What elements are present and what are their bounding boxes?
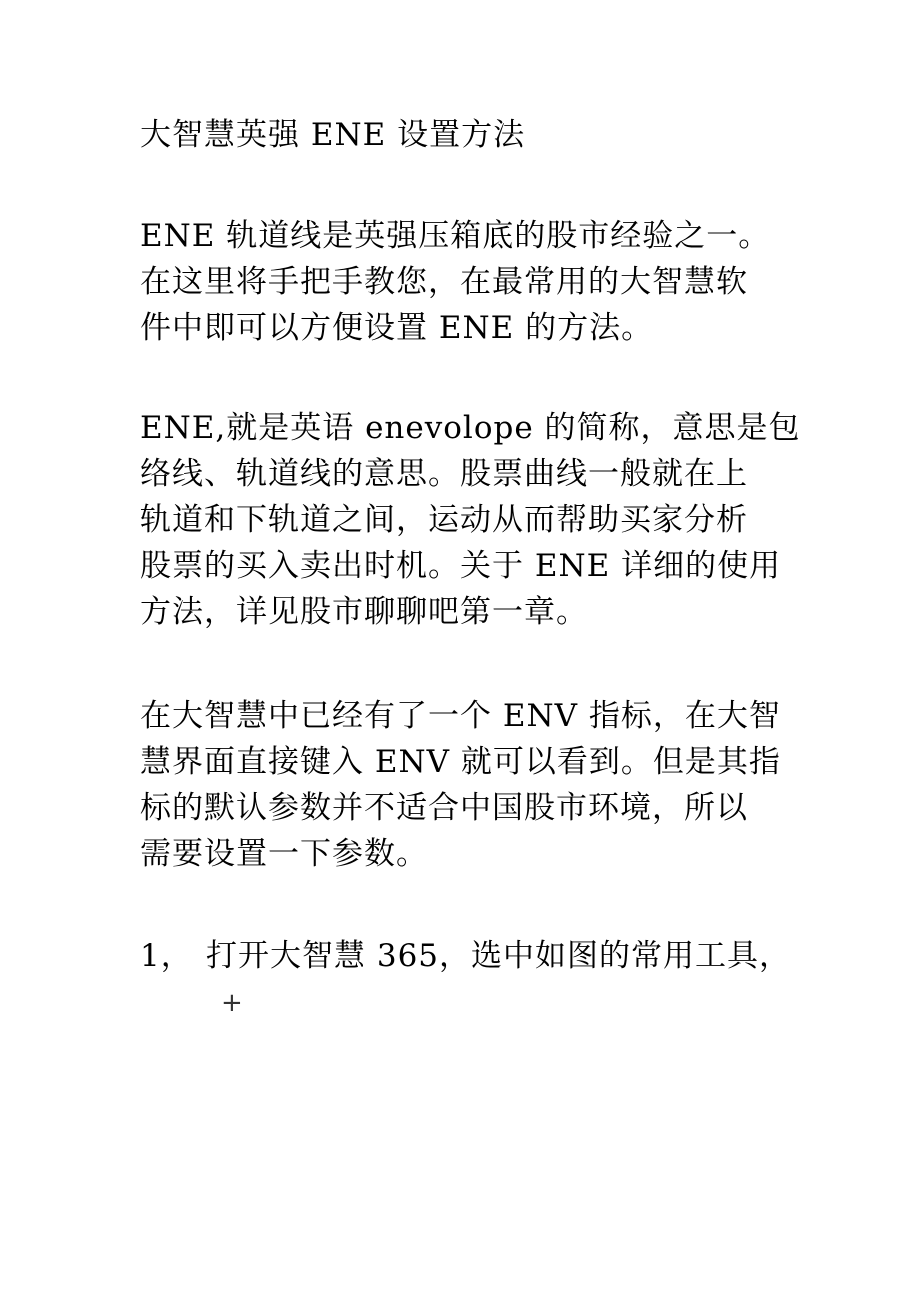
paragraph-line: 轨道和下轨道之间，运动从而帮助买家分析 — [140, 502, 748, 538]
paragraph-line: 慧界面直接键入 ENV 就可以看到。但是其指 — [140, 744, 781, 780]
paragraph-line: 在大智慧中已经有了一个 ENV 指标，在大智 — [140, 698, 781, 734]
step-number: 1， — [140, 938, 193, 974]
step-item — [140, 933, 791, 979]
definition-paragraph — [140, 405, 800, 635]
paragraph-line: 股票的买入卖出时机。关于 ENE 详细的使用 — [140, 548, 782, 584]
step-text: 打开大智慧 365，选中如图的常用工具， — [206, 938, 792, 974]
intro-paragraph — [140, 213, 800, 351]
paragraph-line: 件中即可以方便设置 ENE 的方法。 — [140, 310, 654, 346]
env-paragraph — [140, 693, 800, 877]
document-title: 大智慧英强 ENE 设置方法 — [140, 117, 526, 153]
paragraph-line: 络线、轨道线的意思。股票曲线一般就在上 — [140, 456, 748, 492]
paragraph-line: 需要设置一下参数。 — [140, 836, 428, 872]
paragraph-line: 方法，详见股市聊聊吧第一章。 — [140, 594, 588, 630]
paragraph-line: 在这里将手把手教您，在最常用的大智慧软 — [140, 264, 748, 300]
image-anchor-icon: + — [221, 988, 243, 1018]
paragraph-line: ENE 轨道线是英强压箱底的股市经验之一。 — [140, 218, 771, 254]
paragraph-line: ENE,就是英语 enevolope 的简称，意思是包 — [140, 410, 801, 446]
paragraph-line: 标的默认参数并不适合中国股市环境，所以 — [140, 790, 748, 826]
